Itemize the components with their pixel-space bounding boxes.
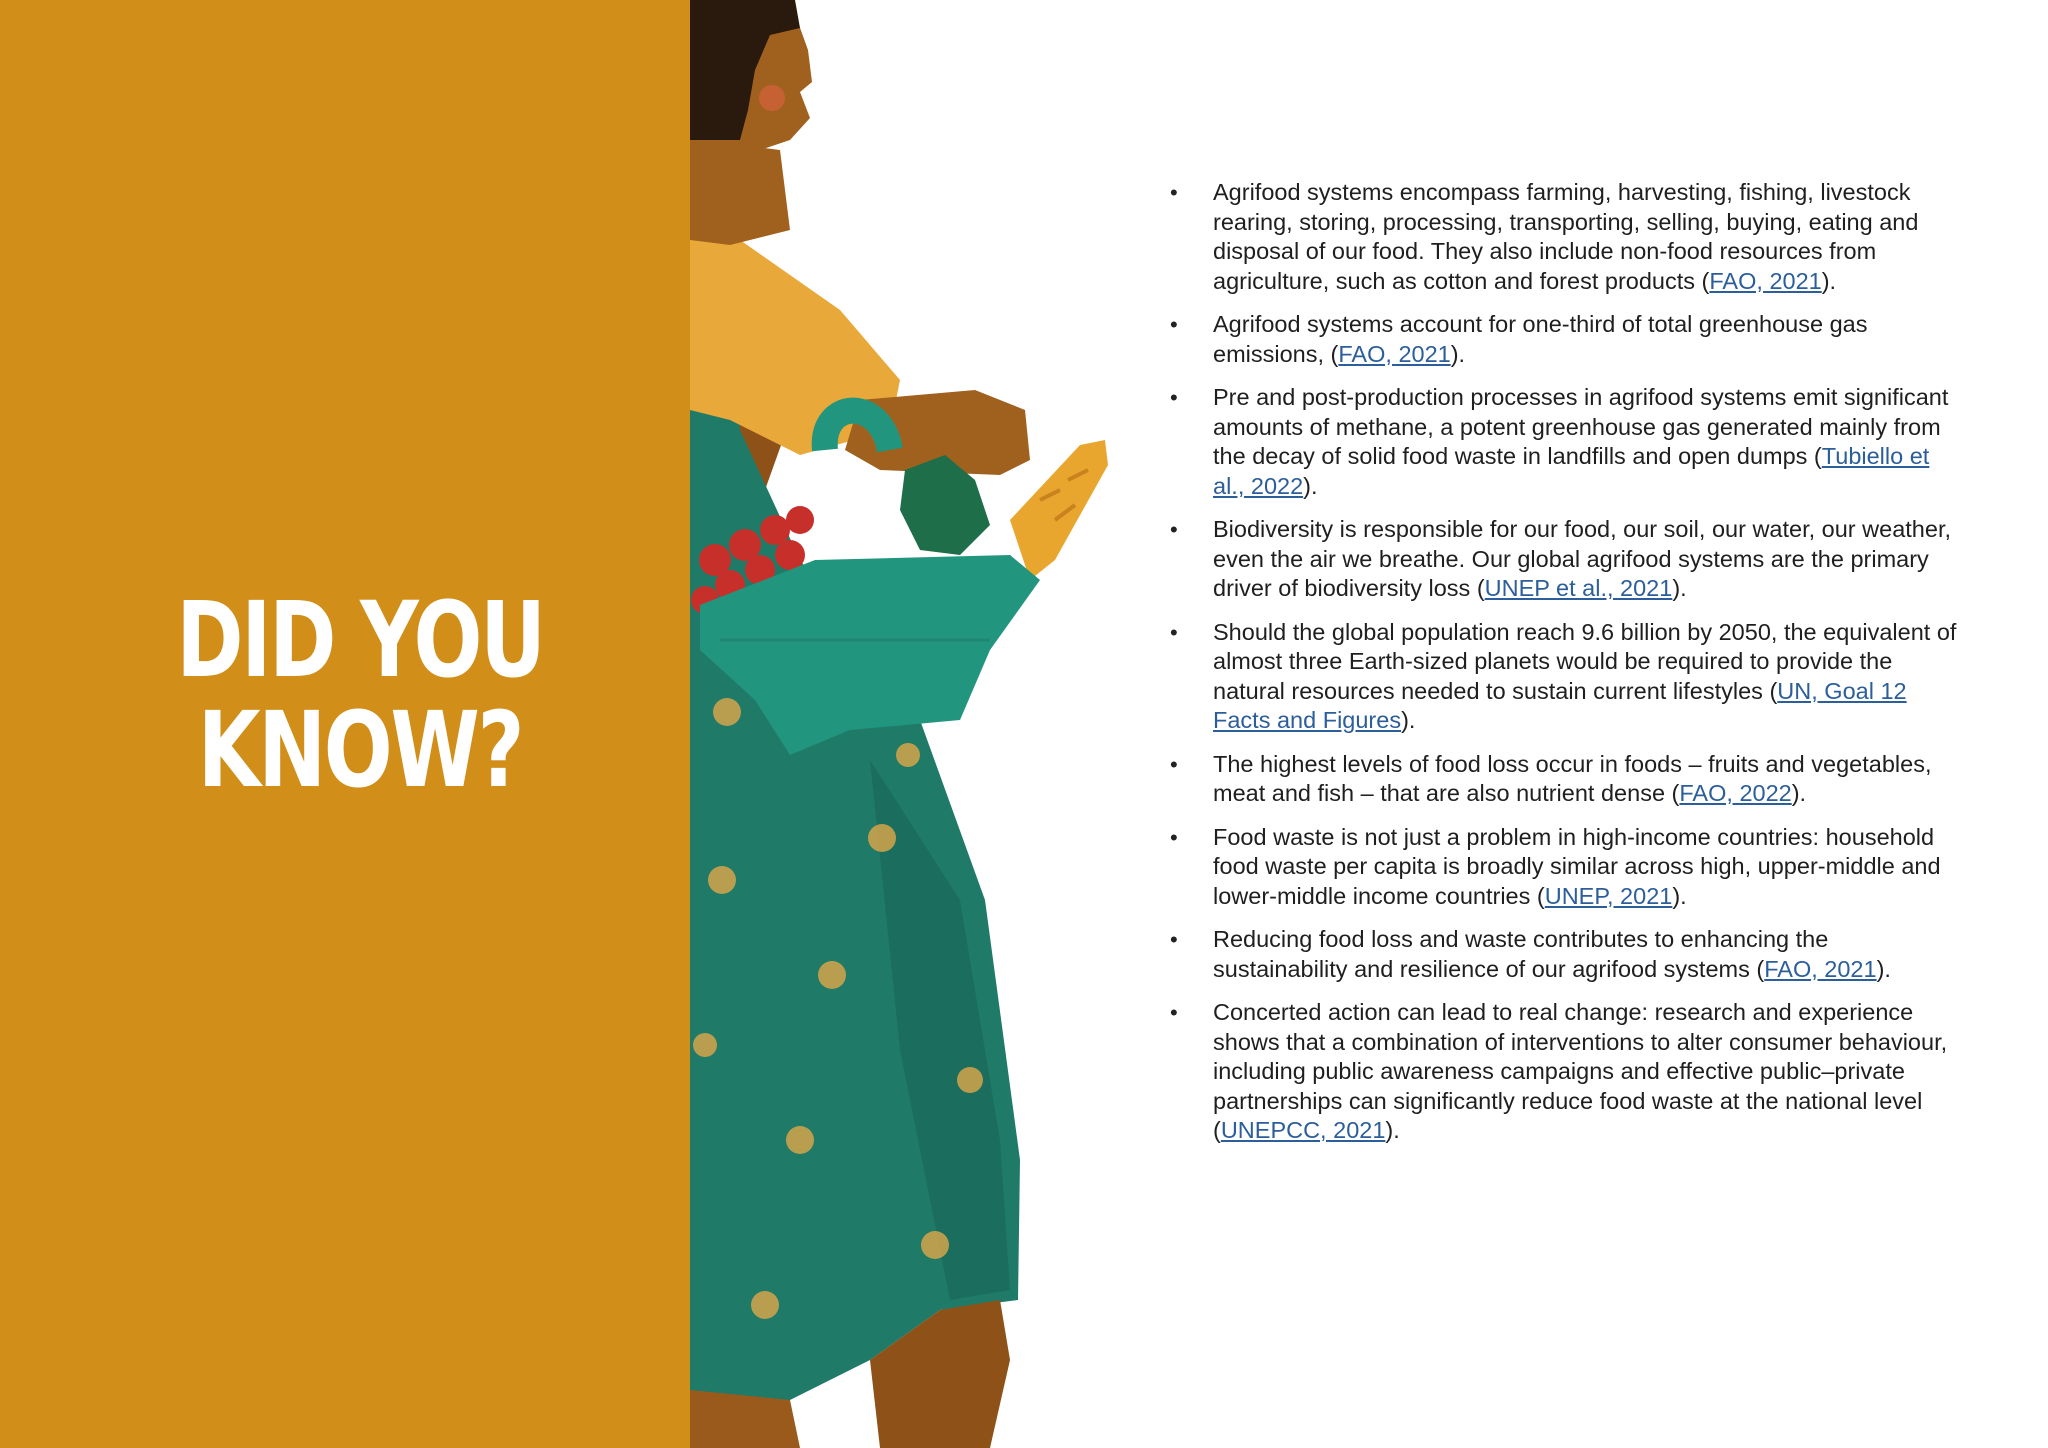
list-item [1170,998,1960,1146]
citation-link[interactable]: FAO, 2022 [1679,780,1792,806]
citation-link[interactable]: UNEP et al., 2021 [1484,575,1673,601]
citation-link[interactable]: FAO, 2021 [1764,955,1877,982]
fact-text: Reducing food loss and waste contributes to enhancing the sustainability and resilience of our agrifood systems ( [1213,926,1829,982]
fact-suffix: ). [1303,472,1318,499]
bullet-icon: • [1170,751,1178,777]
bullet-icon: • [1170,312,1178,337]
fact-text: The highest levels of food loss occur in foods – fruits and vegetables, meat and fish – that are also nutrient dense ( [1213,750,1932,806]
list-item [1170,618,1960,736]
fact-text: Concerted action can lead to real change: research and experience shows that a combination of interventions to alter consumer behaviour, including public awareness campaigns and effective public–private partnerships can significantly reduce food waste at the national level ( [1213,999,1948,1143]
fact-suffix: ). [1401,707,1416,733]
list-item [1170,515,1960,604]
citation-link[interactable]: FAO, 2021 [1338,340,1451,367]
facts-list [1170,178,1960,1160]
bullet-icon: • [1170,619,1178,645]
citation-link[interactable]: UNEPCC, 2021 [1220,1117,1386,1143]
fact-text: Agrifood systems account for one-third of total greenhouse gas emissions, ( [1213,311,1868,367]
fact-suffix: ). [1821,267,1837,294]
citation-link[interactable]: FAO, 2021 [1709,267,1822,294]
list-item [1170,383,1960,501]
bullet-icon: • [1170,385,1178,410]
fact-suffix: ). [1876,955,1891,982]
citation-link[interactable]: UNEP, 2021 [1544,882,1673,909]
citation-link[interactable]: Tubiello et al., 2022 [1213,443,1930,499]
bullet-icon: • [1170,927,1178,952]
bullet-icon: • [1170,824,1178,850]
fact-text: Agrifood systems encompass farming, harvesting, fishing, livestock rearing, storing, processing, transporting, selling, buying, eating and disposal of our food. They also include non-food resources from agriculture, such as cotton and forest products ( [1213,179,1919,294]
citation-link[interactable]: UN, Goal 12 Facts and Figures [1213,677,1907,733]
fact-suffix: ). [1672,575,1687,601]
bullet-icon: • [1170,517,1178,542]
list-item [1170,925,1960,984]
fact-text: Pre and post-production processes in agrifood systems emit significant amounts of methane, a potent greenhouse gas generated mainly from the decay of solid food waste in landfills and open dumps ( [1213,384,1949,469]
bullet-icon: • [1170,180,1178,205]
fact-suffix: ). [1450,340,1466,367]
list-item [1170,823,1960,912]
bullet-icon: • [1170,1000,1178,1025]
list-item [1170,178,1960,296]
fact-text: Should the global population reach 9.6 billion by 2050, the equivalent of almost three Earth-sized planets would be required to provide the natural resources needed to sustain current lifestyles ( [1213,618,1957,704]
list-item [1170,750,1960,809]
page-headline: DID YOU KNOW? [176,579,544,811]
fact-suffix: ). [1385,1117,1400,1143]
fact-suffix: ). [1672,882,1687,909]
list-item [1170,310,1960,369]
fact-text: Biodiversity is responsible for our food, our soil, our water, our weather, even the air we breathe. Our global agrifood systems are the primary driver of biodiversity loss ( [1213,516,1952,601]
fact-text: Food waste is not just a problem in high-income countries: household food waste per capita is broadly similar across high, upper-middle and lower-middle income countries ( [1213,823,1941,909]
fact-suffix: ). [1791,780,1807,806]
